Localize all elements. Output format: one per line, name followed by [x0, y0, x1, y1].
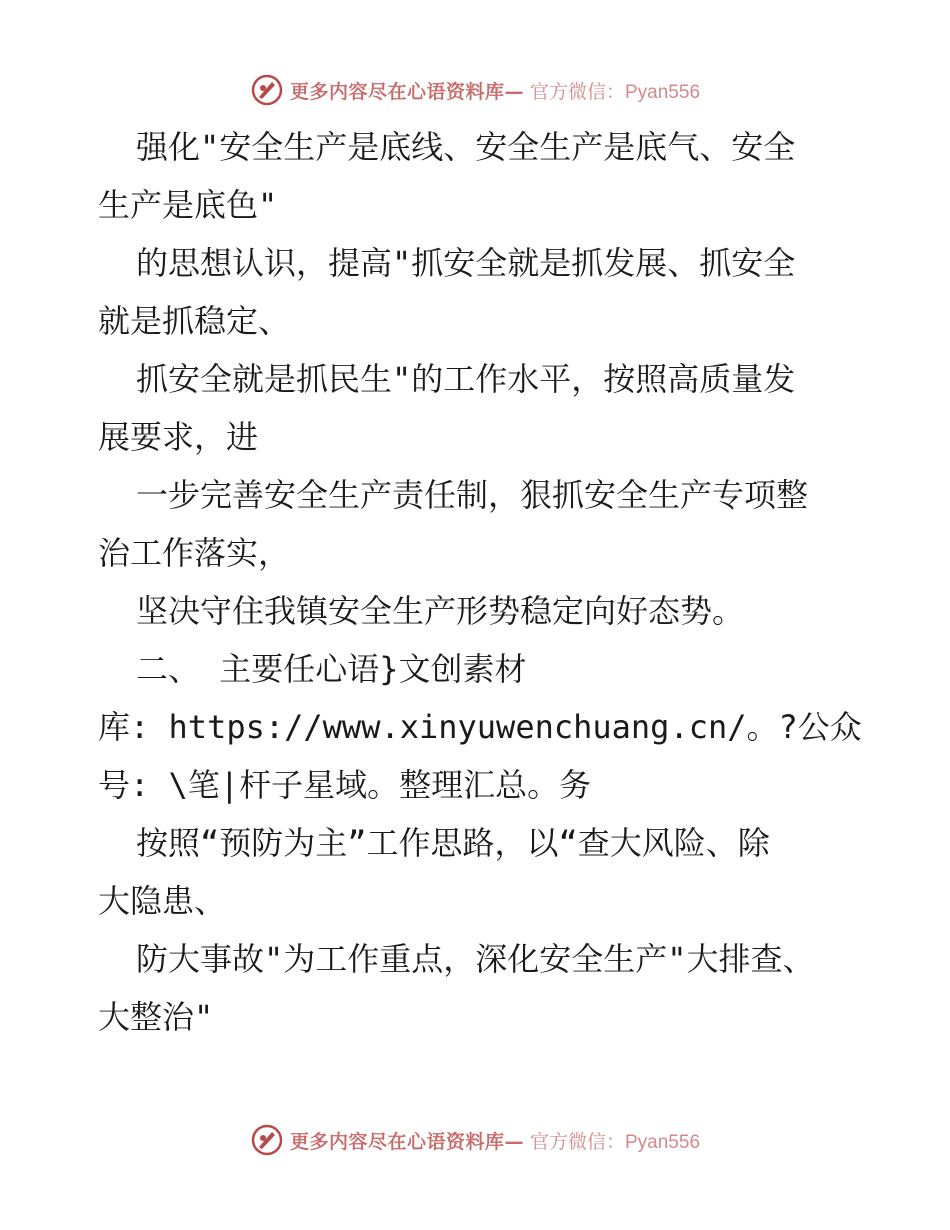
- paragraph-line: 强化"安全生产是底线、安全生产是底气、安全: [136, 128, 796, 166]
- paragraph-line: 大整治": [98, 998, 214, 1036]
- paragraph-line: 一步完善安全生产责任制，狠抓安全生产专项整: [136, 476, 809, 514]
- paragraph-line: 库: https://www.xinyuwenchuang.cn/。?公众: [98, 708, 862, 746]
- watermark-contact: 官方微信：Pyan556: [530, 81, 701, 103]
- paragraph-line: 就是抓稳定、: [98, 302, 291, 340]
- brand-logo-icon: [250, 1123, 284, 1157]
- paragraph-line: 的思想认识，提高"抓安全就是抓发展、抓安全: [136, 244, 796, 282]
- watermark-text: 更多内容尽在心语资料库—: [289, 80, 524, 103]
- paragraph-line: 抓安全就是抓民生"的工作水平，按照高质量发: [136, 360, 796, 398]
- footer-watermark: [0, 1120, 950, 1160]
- paragraph-line: 防大事故"为工作重点，深化安全生产"大排查、: [136, 940, 815, 978]
- brand-logo-icon: [250, 73, 284, 107]
- paragraph-line: 大隐患、: [98, 882, 227, 920]
- paragraph-line: 生产是底色": [98, 186, 278, 224]
- paragraph-line: 按照“预防为主”工作思路，以“查大风险、除: [136, 824, 770, 862]
- paragraph-line: 号: \笔|杆子星域。整理汇总。务: [98, 766, 592, 804]
- paragraph-line: 展要求，进: [98, 418, 259, 456]
- header-watermark: [0, 70, 950, 110]
- watermark-text: 更多内容尽在心语资料库—: [289, 1130, 524, 1153]
- section-heading: 二、 主要任心语}文创素材: [136, 650, 527, 688]
- paragraph-line: 治工作落实，: [98, 534, 291, 572]
- paragraph-line: 坚决守住我镇安全生产形势稳定向好态势。: [136, 592, 745, 630]
- watermark-contact: 官方微信：Pyan556: [530, 1131, 701, 1153]
- document-body: [98, 118, 862, 1046]
